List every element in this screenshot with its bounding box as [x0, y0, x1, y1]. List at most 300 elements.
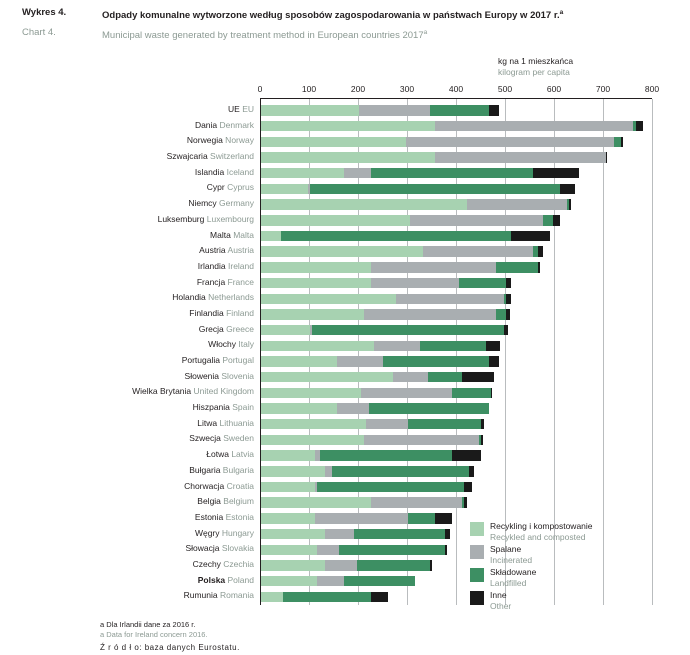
chart-row — [0, 166, 690, 182]
bar-segment-other — [435, 513, 452, 523]
country-label — [193, 402, 254, 413]
bar-segment-recycled — [261, 309, 364, 319]
bar-segment-other — [533, 168, 580, 178]
country-label-pl: Portugalia — [181, 355, 220, 365]
legend-label-en: Incinerated — [490, 554, 533, 565]
country-label-en: Ireland — [225, 260, 254, 271]
chart-row — [0, 338, 690, 354]
chart-row — [0, 119, 690, 135]
stacked-bar — [261, 137, 623, 147]
country-label-pl: Litwa — [197, 417, 218, 428]
country-label-en: Lithuania — [217, 417, 254, 428]
stacked-bar — [261, 576, 415, 586]
legend-text — [490, 521, 593, 542]
country-label-pl: Czechy — [192, 558, 221, 569]
stacked-bar — [261, 388, 492, 398]
country-label-en: Slovenia — [219, 370, 254, 381]
legend-item — [470, 521, 670, 542]
stacked-bar — [261, 246, 543, 256]
stacked-bar — [261, 497, 467, 507]
stacked-bar — [261, 529, 450, 539]
country-label-pl: Łotwa — [206, 449, 229, 460]
bar-segment-other — [506, 278, 511, 288]
bar-segment-recycled — [261, 262, 371, 272]
stacked-bar — [261, 435, 483, 445]
bar-segment-recycled — [261, 356, 337, 366]
country-label-pl: Dania — [194, 119, 218, 130]
country-label — [185, 543, 254, 554]
stacked-bar — [261, 215, 560, 225]
bar-segment-landfilled — [543, 215, 553, 225]
country-label-en: Italy — [236, 339, 254, 350]
chart-row — [0, 464, 690, 480]
country-label — [172, 292, 254, 303]
country-label — [210, 230, 254, 241]
chart-row — [0, 244, 690, 260]
country-label — [132, 386, 254, 397]
bar-segment-incinerated — [467, 199, 567, 209]
legend-swatch-recycled — [470, 522, 484, 536]
x-tick-label: 600 — [546, 84, 562, 94]
bar-segment-landfilled — [354, 529, 445, 539]
country-label — [193, 559, 254, 570]
bar-segment-recycled — [261, 278, 371, 288]
bar-segment-recycled — [261, 105, 359, 115]
chart-row — [0, 432, 690, 448]
legend-label-pl: Składowane — [490, 567, 537, 577]
country-label-en: Cyprus — [224, 182, 254, 193]
bar-segment-incinerated — [364, 309, 496, 319]
legend-text — [490, 567, 536, 588]
legend-swatch-incinerated — [470, 545, 484, 559]
country-label-pl: Belgia — [197, 496, 221, 507]
stacked-bar — [261, 168, 579, 178]
chart-row — [0, 291, 690, 307]
country-label-en: Austria — [225, 245, 254, 256]
bar-segment-landfilled — [320, 450, 452, 460]
bar-segment-incinerated — [325, 466, 332, 476]
x-tick-label: 500 — [497, 84, 513, 94]
bar-segment-other — [481, 419, 483, 429]
country-label-en: Romania — [217, 590, 254, 601]
x-tick-label: 400 — [448, 84, 464, 94]
bar-segment-other — [538, 246, 543, 256]
chart-number-pl: Wykres 4. — [22, 7, 67, 18]
bar-segment-landfilled — [317, 482, 464, 492]
bar-segment-incinerated — [317, 545, 339, 555]
bar-segment-other — [430, 560, 432, 570]
bar-segment-recycled — [261, 231, 281, 241]
chart-row — [0, 150, 690, 166]
country-label — [195, 528, 254, 539]
bar-segment-landfilled — [430, 105, 489, 115]
country-label — [195, 512, 254, 523]
country-label-en: Netherlands — [205, 292, 254, 303]
stacked-bar — [261, 513, 452, 523]
country-label — [199, 245, 254, 256]
country-label — [187, 135, 254, 146]
chart-row — [0, 276, 690, 292]
bar-segment-other — [491, 388, 492, 398]
country-label-en: Iceland — [224, 166, 254, 177]
country-label-pl: Wielka Brytania — [132, 386, 192, 397]
country-label-en: Czechia — [220, 558, 254, 569]
country-label — [167, 151, 254, 162]
bar-segment-landfilled — [281, 231, 511, 241]
country-label — [158, 214, 254, 225]
country-label-en: Malta — [230, 229, 254, 240]
country-label-pl: Słowacja — [185, 543, 220, 554]
bar-segment-other — [464, 482, 471, 492]
bar-segment-incinerated — [315, 513, 408, 523]
country-label-en: Estonia — [223, 511, 254, 522]
stacked-bar — [261, 372, 494, 382]
bar-segment-other — [371, 592, 388, 602]
bar-segment-landfilled — [344, 576, 415, 586]
country-label-pl: Słowenia — [184, 370, 220, 381]
bar-segment-incinerated — [325, 529, 354, 539]
legend-swatch-landfilled — [470, 568, 484, 582]
chart-row — [0, 307, 690, 323]
country-label-pl: UE — [228, 104, 240, 114]
stacked-bar — [261, 419, 484, 429]
country-label-pl: Niemcy — [188, 198, 217, 209]
bar-segment-recycled — [261, 246, 423, 256]
country-label-en: Portugal — [219, 355, 254, 365]
chart-row — [0, 385, 690, 401]
country-label-pl: Hiszpania — [192, 402, 230, 413]
bar-segment-landfilled — [408, 513, 435, 523]
legend-label-pl: Spalane — [490, 544, 522, 554]
bar-segment-recycled — [261, 419, 366, 429]
country-label-en: Germany — [216, 198, 254, 209]
bar-segment-recycled — [261, 592, 283, 602]
country-label — [197, 277, 254, 288]
country-label-pl: Holandia — [172, 292, 206, 303]
bar-segment-incinerated — [371, 278, 459, 288]
stacked-bar — [261, 450, 481, 460]
bar-segment-recycled — [261, 341, 374, 351]
bar-segment-recycled — [261, 325, 310, 335]
bar-segment-recycled — [261, 152, 435, 162]
stacked-bar — [261, 262, 540, 272]
x-tick-label: 0 — [257, 84, 263, 94]
country-label-en: Luxembourg — [204, 213, 254, 224]
bar-segment-incinerated — [317, 576, 344, 586]
footnote-pl: a Dla Irlandii dane za 2016 r. — [100, 620, 196, 629]
stacked-bar — [261, 294, 511, 304]
chart-row — [0, 181, 690, 197]
bar-segment-landfilled — [428, 372, 462, 382]
stacked-bar — [261, 231, 550, 241]
bar-segment-recycled — [261, 450, 315, 460]
bar-segment-incinerated — [371, 497, 462, 507]
bar-segment-recycled — [261, 137, 406, 147]
bar-segment-recycled — [261, 576, 317, 586]
bar-segment-incinerated — [423, 246, 533, 256]
bar-segment-recycled — [261, 545, 317, 555]
bar-segment-incinerated — [366, 419, 408, 429]
country-label-pl: Węgry — [194, 527, 220, 538]
country-label — [184, 481, 254, 492]
bar-segment-incinerated — [337, 356, 384, 366]
chart-row — [0, 103, 690, 119]
country-label-pl: Szwajcaria — [166, 151, 208, 162]
bar-segment-incinerated — [371, 262, 496, 272]
bar-segment-other — [636, 121, 643, 131]
legend-item — [470, 567, 670, 588]
stacked-bar — [261, 466, 474, 476]
chart-legend — [470, 521, 670, 613]
bar-segment-landfilled — [452, 388, 491, 398]
bar-segment-incinerated — [374, 341, 421, 351]
legend-label-pl: Inne — [490, 590, 507, 600]
bar-segment-incinerated — [435, 121, 633, 131]
bar-segment-other — [489, 356, 499, 366]
country-label — [198, 261, 254, 272]
bar-segment-recycled — [261, 184, 308, 194]
chart-title-en-footnote-marker: a — [423, 29, 428, 37]
bar-segment-recycled — [261, 560, 325, 570]
stacked-bar — [261, 341, 500, 351]
bar-segment-incinerated — [364, 435, 479, 445]
country-label-en: Slovakia — [219, 543, 254, 554]
legend-item — [470, 544, 670, 565]
footnote-en: a Data for Ireland concern 2016. — [100, 630, 208, 639]
bar-segment-incinerated — [361, 388, 452, 398]
bar-segment-other — [445, 529, 450, 539]
stacked-bar — [261, 199, 571, 209]
bar-segment-other — [606, 152, 607, 162]
bar-segment-incinerated — [410, 215, 542, 225]
bar-segment-landfilled — [408, 419, 482, 429]
bar-segment-incinerated — [435, 152, 607, 162]
country-label-pl: Rumunia — [183, 590, 218, 601]
chart-row — [0, 229, 690, 245]
bar-segment-landfilled — [339, 545, 444, 555]
country-label-pl: Irlandia — [197, 260, 226, 271]
legend-label-pl: Recykling i kompostowanie — [490, 521, 593, 531]
country-label-en: Belgium — [220, 496, 254, 507]
bar-segment-landfilled — [383, 356, 488, 366]
bar-segment-recycled — [261, 121, 435, 131]
chart-row — [0, 323, 690, 339]
chart-row — [0, 480, 690, 496]
bar-segment-landfilled — [496, 309, 506, 319]
bar-segment-incinerated — [359, 105, 430, 115]
bar-segment-recycled — [261, 215, 410, 225]
country-label-pl: Estonia — [194, 511, 224, 522]
country-label — [207, 182, 254, 193]
country-label — [195, 120, 254, 131]
bar-segment-other — [452, 450, 481, 460]
country-label — [195, 167, 254, 178]
stacked-bar — [261, 309, 510, 319]
bar-segment-landfilled — [283, 592, 371, 602]
country-label-en: France — [225, 276, 254, 287]
country-label — [188, 198, 254, 209]
country-label — [228, 104, 254, 115]
legend-label-en: Landfilled — [490, 577, 527, 588]
bar-segment-recycled — [261, 482, 315, 492]
stacked-bar — [261, 121, 643, 131]
bar-segment-other — [560, 184, 575, 194]
country-label-pl: Austria — [199, 245, 226, 256]
bar-segment-recycled — [261, 168, 344, 178]
bar-segment-landfilled — [312, 325, 503, 335]
country-label-en: Croatia — [224, 480, 254, 491]
country-label — [199, 324, 254, 335]
chart-row — [0, 401, 690, 417]
country-label-pl: Bułgaria — [189, 464, 221, 475]
bar-segment-landfilled — [496, 262, 538, 272]
country-label — [189, 433, 254, 444]
stacked-bar — [261, 482, 472, 492]
chart-row — [0, 495, 690, 511]
country-label — [184, 590, 254, 601]
bar-segment-incinerated — [344, 168, 371, 178]
country-label-pl: Polska — [197, 574, 226, 585]
bar-segment-other — [464, 497, 466, 507]
country-label-pl: Luksemburg — [157, 213, 205, 224]
bar-segment-recycled — [261, 513, 315, 523]
chart-row — [0, 417, 690, 433]
chart-row — [0, 354, 690, 370]
axis-units-en: kilogram per capita — [498, 67, 570, 77]
country-label-en: Hungary — [219, 527, 254, 538]
chart-row — [0, 260, 690, 276]
legend-label-en: Other — [490, 600, 512, 611]
bar-segment-other — [504, 325, 509, 335]
country-label-en: Sweden — [220, 433, 254, 444]
chart-row — [0, 448, 690, 464]
country-label-en: United Kingdom — [191, 386, 254, 397]
stacked-bar — [261, 278, 511, 288]
country-label-pl: Norwegia — [186, 135, 223, 146]
country-label-pl: Francja — [196, 276, 226, 287]
bar-segment-recycled — [261, 372, 393, 382]
bar-segment-landfilled — [420, 341, 486, 351]
bar-segment-incinerated — [406, 137, 614, 147]
x-tick-label: 300 — [399, 84, 415, 94]
chart-row — [0, 197, 690, 213]
bar-segment-other — [511, 231, 550, 241]
bar-segment-recycled — [261, 294, 396, 304]
country-label-pl: Cypr — [206, 182, 225, 193]
bar-segment-landfilled — [459, 278, 506, 288]
bar-segment-incinerated — [325, 560, 357, 570]
stacked-bar — [261, 152, 607, 162]
stacked-bar — [261, 592, 388, 602]
country-label-en: Norway — [222, 135, 254, 146]
stacked-bar — [261, 545, 447, 555]
bar-segment-recycled — [261, 403, 337, 413]
bar-segment-incinerated — [337, 403, 369, 413]
country-label — [197, 496, 254, 507]
country-label — [197, 418, 254, 429]
x-tick-label: 800 — [644, 84, 660, 94]
country-label — [189, 308, 254, 319]
axis-units-pl: kg na 1 mieszkańca — [498, 56, 574, 66]
x-tick-label: 100 — [301, 84, 317, 94]
stacked-bar — [261, 560, 432, 570]
country-label-pl: Chorwacja — [184, 480, 225, 491]
bar-segment-other — [538, 262, 540, 272]
country-label-pl: Malta — [210, 229, 231, 240]
stacked-bar — [261, 356, 499, 366]
bar-segment-landfilled — [310, 184, 560, 194]
bar-segment-other — [469, 466, 474, 476]
footnotes — [100, 620, 208, 640]
country-label-en: Switzerland — [207, 151, 254, 162]
chart-row — [0, 134, 690, 150]
country-label — [206, 449, 254, 460]
bar-segment-other — [569, 199, 571, 209]
bar-segment-other — [489, 105, 499, 115]
country-label-en: Bulgaria — [220, 464, 254, 475]
bar-segment-landfilled — [332, 466, 469, 476]
bar-segment-recycled — [261, 435, 364, 445]
bar-segment-recycled — [261, 199, 467, 209]
chart-title-en-text: Municipal waste generated by treatment method in European countries 2017 — [102, 30, 424, 42]
x-tick-label: 700 — [595, 84, 611, 94]
bar-segment-other — [506, 294, 511, 304]
country-label-en: Poland — [225, 574, 254, 585]
country-label-pl: Grecja — [198, 323, 224, 334]
bar-segment-other — [445, 545, 447, 555]
legend-text — [490, 590, 511, 611]
bar-segment-landfilled — [369, 403, 489, 413]
x-tick-label: 200 — [350, 84, 366, 94]
country-label-en: Denmark — [217, 119, 254, 130]
bar-segment-other — [621, 137, 623, 147]
country-label-en: Spain — [229, 402, 254, 413]
country-label — [182, 355, 254, 366]
legend-swatch-other — [470, 591, 484, 605]
chart-row — [0, 213, 690, 229]
bar-segment-recycled — [261, 497, 371, 507]
country-label — [198, 575, 254, 586]
bar-segment-other — [506, 309, 510, 319]
bar-segment-landfilled — [357, 560, 431, 570]
bar-segment-landfilled — [614, 137, 621, 147]
legend-item — [470, 590, 670, 611]
bar-segment-landfilled — [371, 168, 533, 178]
bar-segment-other — [553, 215, 560, 225]
bar-segment-recycled — [261, 529, 325, 539]
bar-segment-other — [486, 341, 500, 351]
legend-text — [490, 544, 532, 565]
country-label-pl: Szwecja — [189, 433, 221, 444]
country-label-en: EU — [239, 104, 254, 114]
country-label-pl: Włochy — [208, 339, 237, 350]
bar-segment-incinerated — [396, 294, 504, 304]
country-label-pl: Finlandia — [189, 307, 224, 318]
stacked-bar — [261, 325, 508, 335]
country-label-en: Finland — [223, 307, 254, 318]
country-label-pl: Islandia — [194, 166, 225, 177]
bar-segment-incinerated — [393, 372, 427, 382]
bar-segment-recycled — [261, 466, 325, 476]
source-note: Ź r ó d ł o: baza danych Eurostatu. — [100, 643, 240, 652]
chart-title-pl-footnote-marker: a — [559, 9, 564, 16]
chart-title-pl-text: Odpady komunalne wytworzone według sposobów zagospodarowania w państwach Europy w 2017 r. — [102, 10, 560, 22]
country-label — [185, 371, 254, 382]
stacked-bar — [261, 184, 575, 194]
bar-segment-other — [481, 435, 483, 445]
stacked-bar — [261, 105, 499, 115]
chart-row — [0, 370, 690, 386]
